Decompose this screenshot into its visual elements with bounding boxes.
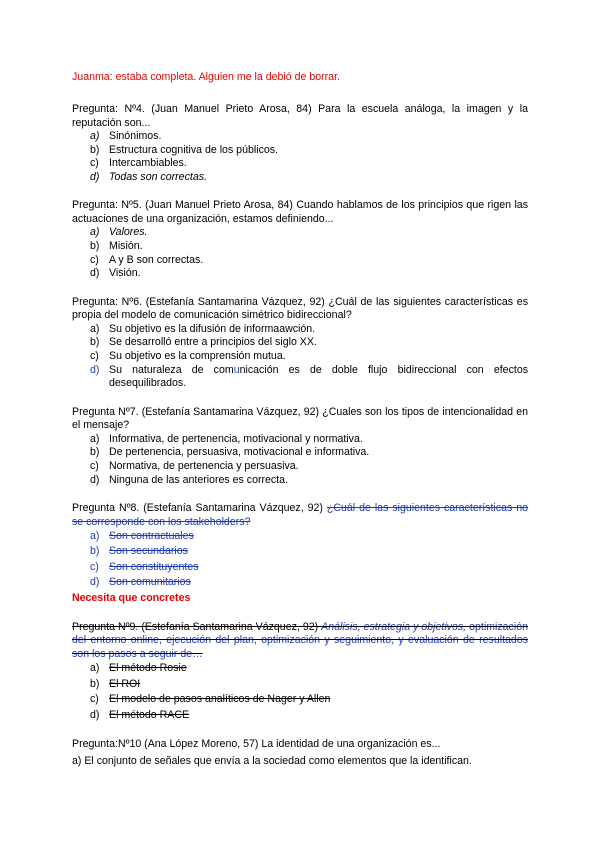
question-stem: Pregunta: Nº4. (Juan Manuel Prieto Arosa, 84) Para la escuela análoga, la imagen y la reputación son... bbox=[72, 103, 528, 129]
options-list bbox=[72, 433, 528, 487]
option-a: a) Informativa, de pertenencia, motivacional y normativa. bbox=[90, 432, 363, 445]
option-c: c) El modelo de pasos analíticos de Nager y Allen bbox=[90, 693, 331, 706]
option-d: d) Todas son correctas. bbox=[90, 170, 207, 183]
question-6 bbox=[72, 296, 528, 391]
question-7 bbox=[72, 406, 528, 487]
document-page bbox=[72, 70, 528, 784]
question-stem: Pregunta:Nº10 (Ana López Moreno, 57) La identidad de una organización es... bbox=[72, 738, 441, 751]
options-list bbox=[72, 661, 528, 723]
question-8 bbox=[72, 502, 528, 606]
option-d: d) Visión. bbox=[90, 267, 141, 280]
option-b: b) Misión. bbox=[90, 239, 143, 252]
option-c: c) Su objetivo es la comprensión mutua. bbox=[90, 349, 286, 362]
option-a: a) El método Rosie bbox=[90, 662, 187, 675]
option-b: b) Estructura cognitiva de los públicos. bbox=[90, 143, 278, 156]
options-list bbox=[72, 529, 528, 590]
question-5 bbox=[72, 199, 528, 280]
options-list bbox=[72, 323, 528, 391]
editor-note: Juanma: estaba completa. Alguien me la debió de borrar. bbox=[72, 71, 340, 83]
option-d: d) El método RACE bbox=[90, 708, 190, 721]
question-4 bbox=[72, 103, 528, 184]
option-b: b) Se desarrolló entre a principios del siglo XX. bbox=[90, 336, 317, 349]
question-stem: Pregunta Nº8. (Estefanía Santamarina Vázquez, 92) ¿Cuál de las siguientes características no se corresponde con los stakeholders? bbox=[72, 502, 528, 528]
option-c: c) Intercambiables. bbox=[90, 157, 187, 170]
options-list bbox=[72, 226, 528, 280]
option-a: a) Son contractuales bbox=[90, 530, 194, 543]
review-comment: Necesita que concretes bbox=[72, 591, 191, 604]
question-9 bbox=[72, 621, 528, 723]
option-a: a) Valores. bbox=[90, 226, 148, 239]
question-stem: Pregunta Nº7. (Estefanía Santamarina Vázquez, 92) ¿Cuales son los tipos de intencionalidad en el mensaje? bbox=[72, 405, 528, 432]
question-stem: Pregunta: Nº5. (Juan Manuel Prieto Arosa, 84) Cuando hablamos de los principios que rigen las actuaciones de una organización, estamos definiendo... bbox=[72, 199, 528, 225]
question-10 bbox=[72, 738, 528, 769]
answer-line: a) El conjunto de señales que envía a la sociedad como elementos que la identifican. bbox=[72, 754, 472, 767]
question-stem: Pregunta: Nº6. (Estefanía Santamarina Vázquez, 92) ¿Cuál de las siguientes características es propia del modelo de comunicación simétrico bidireccional? bbox=[72, 295, 528, 322]
option-b: b) De pertenencia, persuasiva, motivacional e informativa. bbox=[90, 446, 370, 459]
option-d: d) Ninguna de las anteriores es correcta. bbox=[90, 473, 289, 486]
option-a: a) Sinónimos. bbox=[90, 130, 162, 142]
option-c: c) Son constituyentes bbox=[90, 560, 199, 573]
question-stem: Pregunta Nº9. (Estefanía Santamarina Vázquez, 92) Análisis, estrategia y objetivos, optimización del entorno online, ejecución del plan, optimización y seguimiento, y evaluación de resultados son los pasos a seguir de… bbox=[72, 620, 528, 660]
option-a: a) Su objetivo es la difusión de informaawción. bbox=[90, 322, 316, 335]
options-list bbox=[72, 130, 528, 184]
option-b: b) Son secundarios bbox=[90, 545, 188, 558]
option-d: d) Son comunitarios bbox=[90, 575, 191, 588]
struck-stem-text: ¿Cuál de las siguientes características no se corresponde con los stakeholders? bbox=[72, 502, 528, 528]
option-c: c) A y B son correctas. bbox=[90, 253, 204, 266]
option-c: c) Normativa, de pertenencia y persuasiva. bbox=[90, 459, 299, 472]
option-d: d) Su naturaleza de comunicación es de doble flujo bidireccional con efectos desequilibrados. bbox=[90, 363, 529, 390]
option-b: b) El ROI bbox=[90, 677, 141, 690]
